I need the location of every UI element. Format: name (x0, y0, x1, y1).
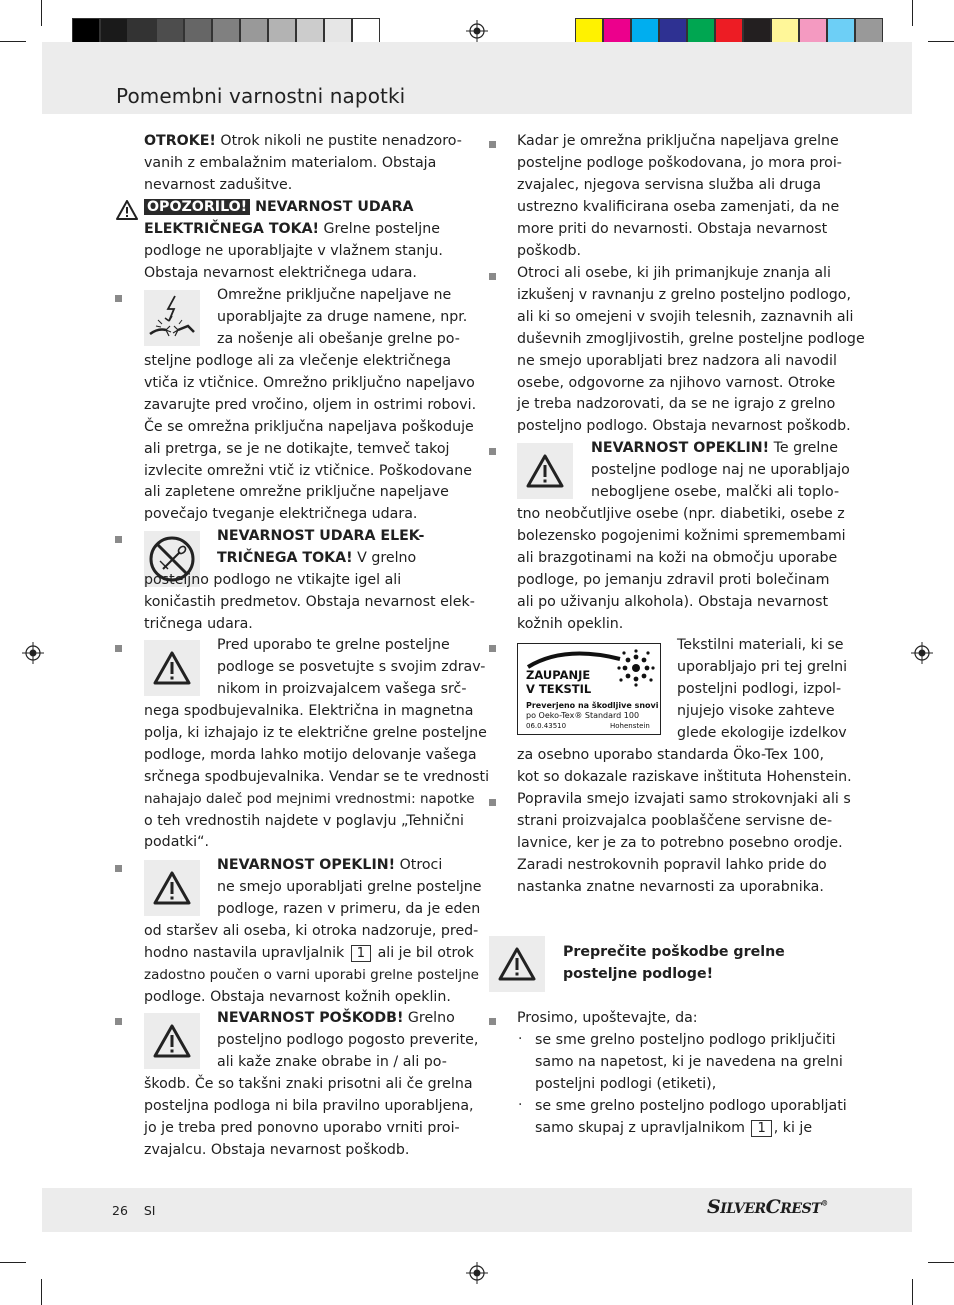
silvercrest-logo: SILVERCREST® (707, 1196, 828, 1218)
opozorilo-badge: OPOZORILO! (144, 199, 250, 215)
oeko-tex-arc-icon (524, 647, 624, 669)
repairs-note: Popravila smejo izvajati samo strokovnjaki ali s strani proizvajalca pooblaščene servisne de- lavnice, ker je za to potrebno posebno orodje. Zaradi nestrokovnih popravil lahko pride do nastanka znatne nevarnosti za uporabnika. (517, 791, 851, 895)
pins-warning: posteljno podlogo ne vtikajte igel ali koničastih predmetov. Obstaja nevarnost elek- tričnega udara. (144, 572, 475, 632)
warning-triangle-icon (116, 200, 138, 220)
warning-triangle-icon (144, 860, 200, 916)
controller-key-badge: 1 (351, 945, 371, 962)
square-bullet-icon (115, 645, 122, 652)
warning-triangle-icon (144, 1013, 200, 1069)
square-bullet-icon (489, 141, 496, 148)
pacemaker-warning-indented: Pred uporabo te grelne posteljne podloge se posvetujte s svojim zdrav- nikom in proizvajalcem vašega srč- (217, 637, 486, 697)
crop-mark (912, 0, 913, 26)
pins-warning-indented: NEVARNOST UDARA ELEK- TRIČNEGA TOKA! V grelno (217, 528, 425, 566)
pacemaker-warning: nega spodbujevalnika. Električna in magnetna polja, ki izhajajo iz te električne grelne posteljne podloge, morda lahko motijo delovanje vašega srčnega spodbujevalnika. Vendar se te vrednosti nahajajo daleč pod mejnimi vrednostmi: napotke o teh vrednostih najdete v poglavju „Tehnični podatki“. (144, 703, 490, 851)
page-title: Pomembni varnostni napotki (116, 84, 406, 108)
damaged-cable-icon (144, 290, 200, 346)
crop-mark (0, 41, 26, 42)
cable-warning-indented: Omrežne priključne napeljave ne uporabljajte za druge namene, npr. za nošenje ali obešanje grelne po- (217, 287, 468, 347)
square-bullet-icon (115, 295, 122, 302)
list-dot: · (518, 1031, 523, 1047)
burns-helpless-warning-indented: NEVARNOST OPEKLIN! Te grelne posteljne podloge naj ne uporabljajo nebogljene osebe, malčki ali toplo- (591, 440, 850, 500)
please-note-item: se sme grelno posteljno podlogo uporabljati samo skupaj z upravljalnikom 1 , ki je (535, 1098, 847, 1136)
crop-mark (0, 1262, 26, 1263)
crop-mark (928, 1262, 954, 1263)
square-bullet-icon (489, 1018, 496, 1025)
registration-mark-icon (466, 20, 488, 42)
square-bullet-icon (115, 1018, 122, 1025)
warning-triangle-icon (489, 936, 545, 992)
warning-triangle-icon (144, 640, 200, 696)
page-number: 26 SI (112, 1203, 156, 1218)
burns-children-warning: od staršev ali oseba, ki otroka nadzoruje, pred- hodno nastavila upravljalnik 1 ali je bil otrok zadostno poučen o varni uporabi grelne posteljne podloge. Obstaja nevarnost kožnih opeklin. (144, 923, 479, 1005)
persons-note: Otroci ali osebe, ki jih primanjkuje znanja ali izkušenj v ravnanju z grelno posteljno podlogo, ali ki so omejeni v svojih telesnih, zaznavnih ali duševnih zmogljivostih, grelne posteljne podloge ne smejo uporabljati brez nadzora ali navodil osebe, odgovorne za njihovo varnost. Otroke je treba nadzorovati, da se ne igrajo z grelno posteljno podlogo. Obstaja nevarnost poškodb. (517, 265, 865, 435)
oeko-tex-flower-icon (616, 648, 656, 688)
square-bullet-icon (115, 865, 122, 872)
burns-helpless-warning: tno neobčutljive osebe (npr. diabetiki, osebe z bolezensko pogojenimi kožnimi spremembami ali brazgotinami na koži na območju uporabe podloge, po jemanju zdravil proti bolečinam ali po uživanju alkohola). Obstaja nevarnost kožnih opeklin. (517, 506, 846, 632)
damage-warning: škodb. Če so takšni znaki prisotni ali če grelna posteljna podloga ni bila pravilno uporabljena, jo je treba pred ponovno uporabo vrniti proi- zvajalcu. Obstaja nevarnost poškodb. (144, 1076, 474, 1158)
crop-mark (41, 0, 42, 26)
registration-mark-icon (466, 1262, 488, 1284)
controller-key-badge: 1 (751, 1120, 771, 1137)
crop-mark (41, 1279, 42, 1305)
children-warning: OTROKE! Otrok nikoli ne pustite nenadzoro- vanih z embalažnim materialom. Obstaja nevarnost zadušitve. (144, 133, 462, 193)
prevent-damage-heading: Preprečite poškodbe grelne posteljne podloge! (563, 944, 785, 982)
list-dot: · (518, 1097, 523, 1113)
oeko-tex-label: ZAUPANJE V TEKSTIL Preverjeno na škodljive snovi po Oeko-Tex® Standard 100 06.0.43510 Hohenstein (517, 643, 661, 735)
cable-warning: steljne podloge ali za vlečenje električnega vtiča iz vtičnice. Omrežno priključno napeljavo zavarujte pred vročino, oljem in ostrimi robovi. Če se omrežna priključna napeljava poškoduje ali pretrga, se je ne dotikajte, temveč takoj izvlecite omrežni vtič iz vtičnice. Poškodovane ali zapletene omrežne priključne napeljave povečajo tveganje električnega udara. (144, 353, 477, 523)
warning-triangle-icon (517, 443, 573, 499)
square-bullet-icon (489, 799, 496, 806)
please-note-intro: Prosimo, upoštevajte, da: (517, 1010, 698, 1026)
crop-mark (912, 1279, 913, 1305)
square-bullet-icon (489, 273, 496, 280)
burns-children-warning-indented: NEVARNOST OPEKLIN! Otroci ne smejo uporabljati grelne posteljne podloge, razen v primeru, da je eden (217, 857, 482, 917)
registration-mark-icon (22, 642, 44, 664)
square-bullet-icon (489, 645, 496, 652)
square-bullet-icon (115, 536, 122, 543)
shock-warning: OPOZORILO! NEVARNOST UDARA ELEKTRIČNEGA TOKA! Grelne posteljne podloge ne uporabljajte v vlažnem stanju. Obstaja nevarnost električnega udara. (144, 199, 443, 281)
please-note-item: se sme grelno posteljno podlogo priključiti samo na napetost, ki je navedena na grelni posteljni podlogi (etiketi), (535, 1032, 843, 1092)
square-bullet-icon (489, 448, 496, 455)
oekotex-note-indented: Tekstilni materiali, ki se uporabljajo pri tej grelni posteljni podlogi, izpol- njujejo visoke zahteve glede ekologije izdelkov (677, 637, 848, 741)
damage-warning-indented: NEVARNOST POŠKODB! Grelno posteljno podlogo pogosto preverite, ali kaže znake obrabe in / ali po- (217, 1010, 479, 1070)
registration-mark-icon (911, 642, 933, 664)
cord-replacement-note: Kadar je omrežna priključna napeljava grelne posteljne podloge poškodovana, jo mora proi- zvajalec, njegova servisna služba ali druga ustrezno kvalificirana oseba zamenjati, da ne more priti do nevarnosti. Obstaja nevarnost poškodb. (517, 133, 842, 259)
crop-mark (928, 41, 954, 42)
oekotex-note: za osebno uporabo standarda Öko-Tex 100, kot so dokazale raziskave inštituta Hohenstein. (517, 747, 852, 785)
